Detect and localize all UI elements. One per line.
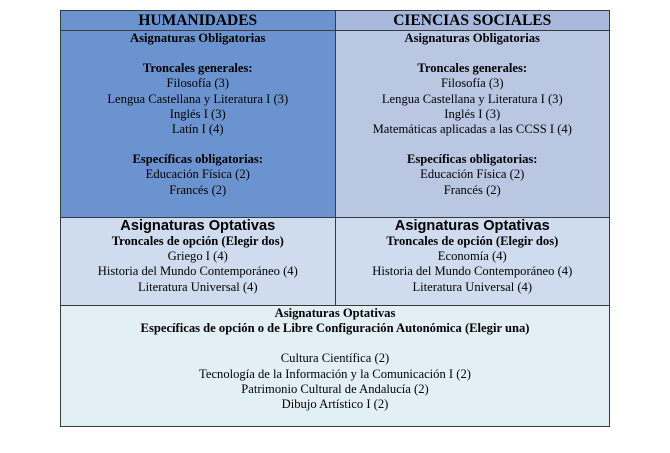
subject-item: Historia del Mundo Contemporáneo (4)	[97, 264, 298, 279]
humanidades-header: HUMANIDADES	[61, 11, 336, 31]
obligatorias-title: Asignaturas Obligatorias	[404, 31, 540, 45]
subject-item: Literatura Universal (4)	[412, 279, 533, 294]
subject-item: Literatura Universal (4)	[137, 279, 258, 294]
subject-item: Cultura Científica (2)	[280, 351, 390, 366]
subject-item: Dibujo Artístico I (2)	[281, 397, 389, 412]
subjects-table	[60, 10, 610, 427]
troncales-opcion-title: Troncales de opción (Elegir dos)	[386, 234, 559, 248]
libre-configuracion-row	[61, 306, 610, 427]
subject-item: Filosofía (3)	[166, 76, 230, 91]
subject-item: Tecnología de la Información y la Comunicación I (2)	[199, 366, 471, 381]
optativas-row	[61, 218, 610, 306]
especificas-title: Específicas obligatorias:	[407, 152, 538, 167]
optativas-title: Asignaturas Optativas	[274, 306, 396, 320]
subject-item: Educación Física (2)	[145, 167, 250, 182]
subject-item: Historia del Mundo Contemporáneo (4)	[372, 264, 573, 279]
subject-item: Filosofía (3)	[440, 76, 504, 91]
subject-item: Lengua Castellana y Literatura I (3)	[107, 91, 289, 106]
libre-configuracion-cell	[61, 306, 610, 427]
subject-item: Educación Física (2)	[420, 167, 525, 182]
troncales-opcion-title: Troncales de opción (Elegir dos)	[111, 234, 284, 248]
subject-item: Griego I (4)	[167, 249, 228, 264]
ciencias-sociales-obligatorias-cell	[335, 31, 610, 218]
obligatorias-title: Asignaturas Obligatorias	[130, 31, 266, 45]
humanidades-optativas-cell	[61, 218, 336, 306]
humanidades-obligatorias-cell	[61, 31, 336, 218]
especificas-opcion-title: Específicas de opción o de Libre Configuración Autonómica (Elegir una)	[140, 321, 530, 336]
subject-item: Lengua Castellana y Literatura I (3)	[381, 91, 563, 106]
subject-item: Latín I (4)	[171, 122, 224, 137]
ciencias-sociales-optativas-cell	[335, 218, 610, 306]
ciencias-sociales-header: CIENCIAS SOCIALES	[335, 11, 610, 31]
optativas-title: Asignaturas Optativas	[394, 218, 550, 234]
troncales-title: Troncales generales:	[417, 61, 528, 76]
subject-item: Economía (4)	[437, 249, 507, 264]
obligatorias-row	[61, 31, 610, 218]
header-row	[61, 11, 610, 31]
optativas-title: Asignaturas Optativas	[120, 218, 276, 234]
troncales-title: Troncales generales:	[142, 61, 253, 76]
subject-item: Patrimonio Cultural de Andalucía (2)	[241, 381, 429, 396]
subject-item: Francés (2)	[169, 182, 227, 197]
subjects-table-container	[60, 10, 610, 427]
subject-item: Francés (2)	[443, 182, 501, 197]
subject-item: Matemáticas aplicadas a las CCSS I (4)	[372, 122, 572, 137]
subject-item: Inglés I (3)	[169, 106, 226, 121]
subject-item: Inglés I (3)	[444, 106, 501, 121]
especificas-title: Específicas obligatorias:	[132, 152, 263, 167]
